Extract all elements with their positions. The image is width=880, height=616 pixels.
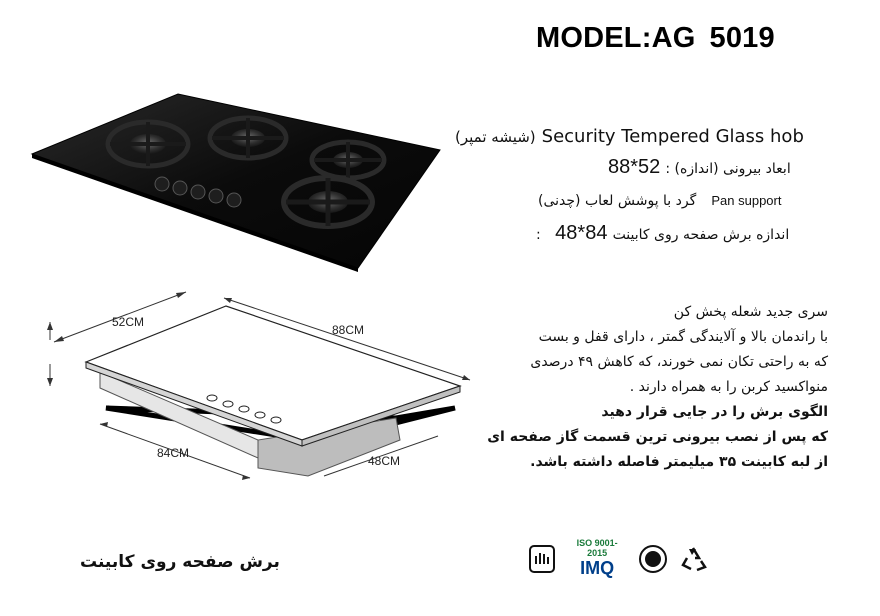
- outer-dims-value: 88*52: [608, 156, 661, 178]
- description-line: که به راحتی تکان نمی خورند، که کاهش ۴۹ درصدی: [530, 354, 828, 370]
- spec-pan-support: [538, 190, 781, 209]
- description-line: منواکسید کربن را به همراه دارند .: [629, 379, 828, 395]
- dim-cut-width-label: 48CM: [368, 454, 401, 468]
- cert-seal-icon: [638, 544, 668, 574]
- pan-support-fa: (چدنی) گرد با پوشش لعاب: [538, 193, 697, 209]
- cutout-value: 84*48: [555, 222, 608, 244]
- spec-title: [455, 126, 804, 147]
- pan-support-en: Pan support: [711, 193, 782, 208]
- imq-label: IMQ: [580, 558, 615, 578]
- spec-title-fa: (شیشه تمپر): [455, 128, 536, 146]
- dim-width-label: 52CM: [112, 315, 145, 329]
- description-line: سری جدید شعله پخش کن: [673, 304, 828, 320]
- spec-title-en: Security Tempered Glass hob: [541, 126, 804, 147]
- description-line: با راندمان بالا و آلایندگی گمتر ، دارای قفل و بست: [538, 329, 828, 345]
- cutout-diagram: [40, 290, 480, 500]
- outer-dims-label: : ابعاد بیرونی (اندازه): [665, 161, 791, 177]
- description-line: الگوی برش را در جایی قرار دهید: [601, 404, 828, 420]
- burner-rear-left: [108, 122, 188, 166]
- spec-outer-dims: [608, 156, 791, 179]
- cutout-caption: برش صفحه روی کابینت: [80, 552, 280, 572]
- dim-cut-length-label: 84CM: [157, 446, 190, 460]
- description-line: از لبه کابینت ۳۵ میلیمتر فاصله داشته باشد.: [530, 454, 828, 470]
- product-description: [468, 300, 828, 475]
- hand-safety-icon: [528, 544, 556, 574]
- description-line: که پس از نصب بیرونی ترین قسمت گاز صفحه ای: [487, 429, 828, 445]
- dim-length-label: 88CM: [332, 323, 365, 337]
- recycle-icon: [679, 545, 707, 573]
- model-title: [536, 22, 775, 55]
- hob-product-image: [28, 92, 448, 274]
- burner-rear-right: [312, 142, 384, 178]
- burner-rear-center: [210, 118, 286, 158]
- spec-cutout: [536, 222, 789, 245]
- iso-label: ISO 9001- 2015: [576, 538, 618, 558]
- cutout-label: : اندازه برش صفحه روی کابینت: [536, 227, 790, 243]
- model-prefix: MODEL:AG: [536, 22, 696, 54]
- model-number: 5019: [709, 22, 775, 54]
- burner-front-right: [284, 178, 372, 226]
- certification-logos: [528, 538, 714, 578]
- imq-mark-icon: [567, 538, 627, 579]
